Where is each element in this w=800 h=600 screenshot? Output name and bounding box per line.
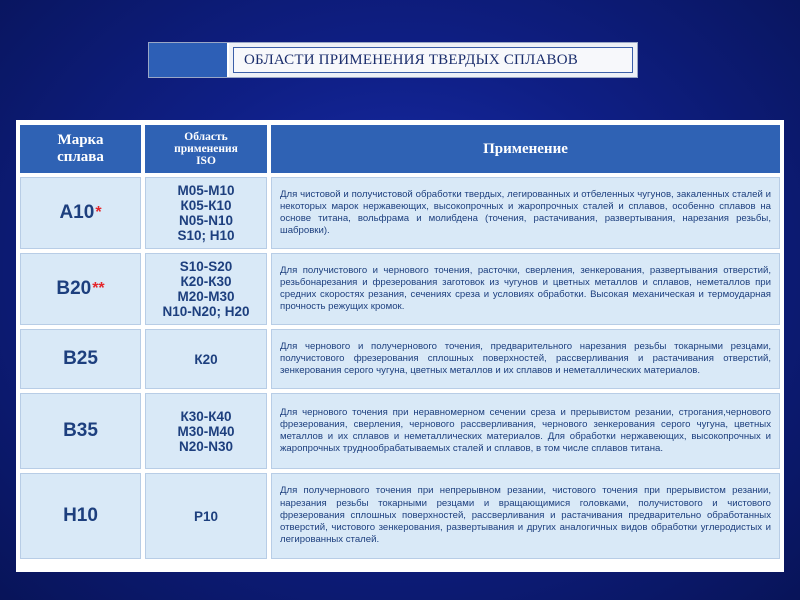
usage-cell	[271, 253, 780, 325]
iso-cell	[145, 329, 267, 389]
header-grade-line: сплава	[57, 149, 104, 165]
grade-label: В20	[56, 278, 92, 299]
table-header-row	[20, 125, 780, 173]
usage-cell	[271, 473, 780, 559]
header-grade-line: Марка	[57, 132, 104, 148]
iso-cell	[145, 253, 267, 325]
usage-text: Для чистовой и получистовой обработки твердых, легированных и отбеленных чугунов, закаленных сталей и некоторых марок нержавеющих, высокопрочных и жаропрочных сталей и сплавов, особенно сплавов на основе титана, вольфрама и молибдена (точения, растачивания, развертывания, нарезания резьбы, шабровки).	[280, 188, 771, 237]
usage-text: Для чернового и получернового точения, предварительного нарезания резьбы токарными резцами, получистового фрезерования сплошных поверхностей, рассверливания и растачивания отверстий, зенкерования серого чугуна, цветных металлов и их сплавов и неметаллических материалов.	[280, 340, 771, 377]
iso-code: К20-К30	[180, 274, 232, 289]
title-accent-bar	[149, 43, 229, 77]
iso-cell	[145, 473, 267, 559]
table-row	[20, 253, 780, 325]
iso-cell	[145, 177, 267, 249]
iso-code: М20-М30	[177, 289, 235, 304]
alloy-table	[16, 120, 784, 572]
table-row	[20, 473, 780, 559]
usage-cell	[271, 393, 780, 469]
header-iso	[145, 125, 267, 173]
usage-text: Для чернового точения при неравномерном сечении среза и прерывистом резании, строгания,чернового фрезерования, сверления, чернового рассверливания, чернового зенкерования серого чугуна, цветных металлов и их сплавов и неметаллических материалов. Для обработки нержавеющих, высокопрочных и жаропрочных труднообрабатываемых сталей и сплавов, в том числе сплавов титана.	[280, 406, 771, 455]
grade-cell: В20 **	[20, 253, 141, 325]
iso-code: М05-М10	[177, 183, 235, 198]
iso-code: N05-N10	[178, 213, 234, 228]
grade-cell	[20, 473, 141, 559]
grade-label: В25	[63, 348, 98, 369]
header-iso-line: Область	[184, 131, 228, 143]
header-usage: Применение	[271, 125, 780, 173]
iso-code: N10-N20; Н20	[162, 304, 250, 319]
grade-label: Н10	[63, 505, 98, 526]
iso-code: N20-N30	[178, 438, 234, 454]
grade-cell: А10 *	[20, 177, 141, 249]
iso-code: К30-К40	[180, 408, 232, 424]
table-row	[20, 177, 780, 249]
usage-text: Для получистового и чернового точения, расточки, сверления, зенкерования, развертывания отверстий, резьбонарезания и фрезерования заготовок из чугунов и цветных металлов и сплавов, неметаллов при средних скоростях резания, сечениях среза и условиях обработки. Высокая механическая и термоударная прочность режущих кромок.	[280, 264, 771, 313]
iso-code: К05-К10	[180, 198, 232, 213]
table-row	[20, 393, 780, 469]
page-title: ОБЛАСТИ ПРИМЕНЕНИЯ ТВЕРДЫХ СПЛАВОВ	[233, 47, 633, 73]
iso-code: S10-S20	[179, 259, 233, 274]
usage-cell	[271, 329, 780, 389]
grade-cell	[20, 329, 141, 389]
usage-cell	[271, 177, 780, 249]
header-iso-line: применения	[174, 143, 238, 155]
usage-text: Для получернового точения при непрерывном резании, чистового точения при прерывистом резании, нарезания резьбы токарными резцами и вращающимися головками, получистового и чистового фрезерования сплошных поверхностей, рассверливания и растачивания предварительно обработанных отверстий, чистового зенкерования, развертывания и других аналогичных видов обработки углеродистых и легированных сталей.	[280, 485, 771, 546]
iso-code: Р10	[193, 508, 219, 524]
grade-label: А10	[59, 202, 95, 223]
iso-cell	[145, 393, 267, 469]
table-row	[20, 329, 780, 389]
iso-code: К20	[194, 351, 218, 367]
header-iso-line: ISO	[196, 155, 216, 167]
grade-label: В35	[63, 420, 98, 441]
iso-code: М30-М40	[177, 423, 235, 439]
grade-cell	[20, 393, 141, 469]
header-grade	[20, 125, 141, 173]
iso-code: S10; Н10	[177, 228, 235, 243]
title-box	[148, 42, 638, 78]
